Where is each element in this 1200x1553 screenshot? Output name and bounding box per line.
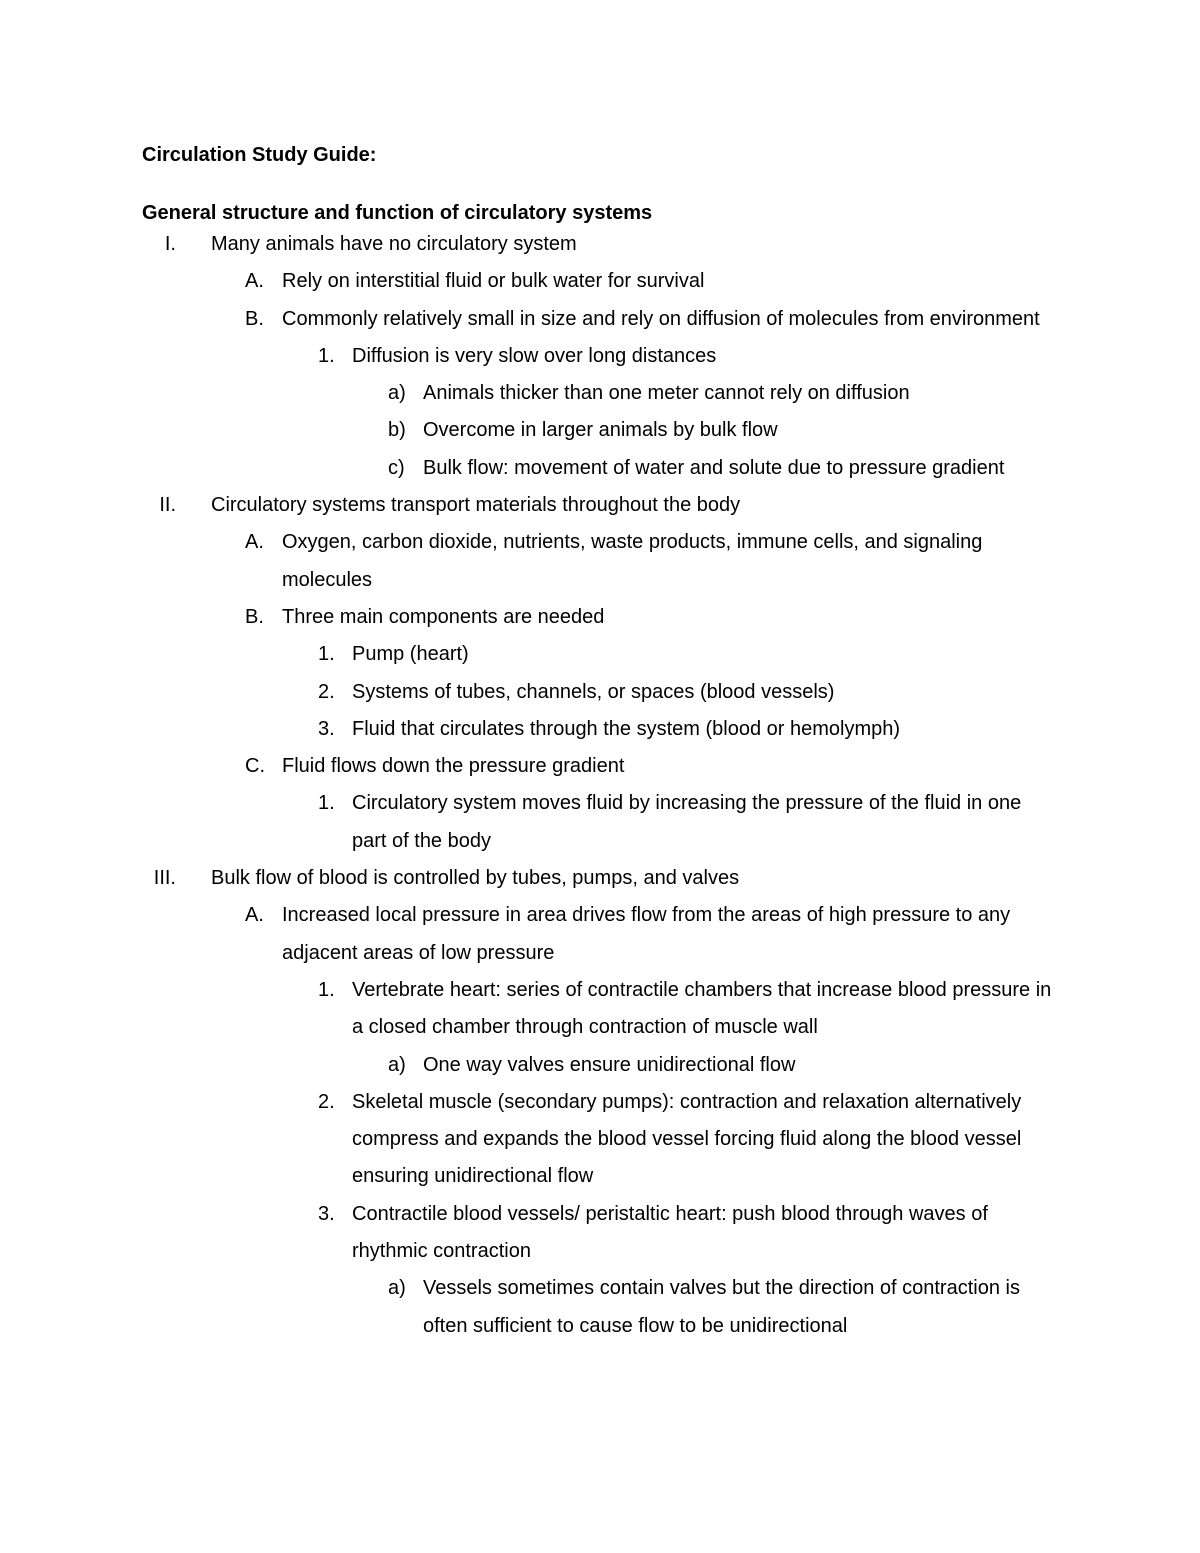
outline-text: Overcome in larger animals by bulk flow <box>423 419 778 442</box>
outline-text: Bulk flow: movement of water and solute due to pressure gradient <box>423 456 1005 479</box>
outline-marker: III. <box>153 867 176 890</box>
outline-item-level-3 <box>0 972 1200 1047</box>
outline-text: One way valves ensure unidirectional flow <box>423 1053 796 1076</box>
outline-marker: 2. <box>318 680 335 703</box>
outline-marker: 1. <box>318 792 335 815</box>
outline-text: Three main components are needed <box>282 605 605 628</box>
outline-marker: a) <box>388 382 406 405</box>
outline-item-level-4 <box>0 412 1200 449</box>
outline-marker: 2. <box>318 1090 335 1113</box>
outline-marker: a) <box>388 1277 406 1300</box>
section-heading: General structure and function of circulatory systems <box>142 202 653 224</box>
outline-text: Skeletal muscle (secondary pumps): contraction and relaxation alternatively compress and expands the blood vessel forcing fluid along the blood vessel ensuring unidirectional flow <box>352 1090 1022 1188</box>
page-title: Circulation Study Guide: <box>142 144 377 166</box>
outline-text: Oxygen, carbon dioxide, nutrients, waste products, immune cells, and signaling molecules <box>282 531 983 591</box>
outline-item-level-1 <box>0 860 1200 897</box>
outline-marker: 3. <box>318 717 335 740</box>
outline-item-level-4 <box>0 1047 1200 1084</box>
outline-text: Diffusion is very slow over long distances <box>352 344 717 367</box>
outline-text: Fluid that circulates through the system (blood or hemolymph) <box>352 717 901 740</box>
outline-marker: 1. <box>318 344 335 367</box>
outline-text: Pump (heart) <box>352 643 469 666</box>
outline-item-level-2 <box>0 599 1200 636</box>
outline-text: Fluid flows down the pressure gradient <box>282 755 625 778</box>
outline-item-level-2 <box>0 897 1200 972</box>
outline-text: Increased local pressure in area drives flow from the areas of high pressure to any adjacent areas of low pressure <box>282 904 1011 964</box>
outline-marker: 3. <box>318 1202 335 1225</box>
outline-item-level-3 <box>0 338 1200 375</box>
outline-item-level-2 <box>0 524 1200 599</box>
outline-list <box>0 226 1200 1345</box>
outline-item-level-3 <box>0 636 1200 673</box>
outline-item-level-4 <box>0 450 1200 487</box>
outline-marker: c) <box>388 456 405 479</box>
outline-marker: A. <box>245 904 264 927</box>
outline-text: Circulatory systems transport materials throughout the body <box>211 494 741 517</box>
outline-text: Rely on interstitial fluid or bulk water for survival <box>282 270 705 293</box>
outline-item-level-3 <box>0 785 1200 860</box>
outline-text: Animals thicker than one meter cannot rely on diffusion <box>423 382 910 405</box>
outline-text: Vertebrate heart: series of contractile chambers that increase blood pressure in a closed chamber through contraction of muscle wall <box>352 978 1052 1039</box>
outline-text: Commonly relatively small in size and rely on diffusion of molecules from environment <box>282 307 1040 330</box>
outline-text: Vessels sometimes contain valves but the direction of contraction is often sufficient to cause flow to be unidirectional <box>423 1277 1020 1337</box>
outline-item-level-3 <box>0 674 1200 711</box>
outline-marker: II. <box>159 494 176 517</box>
outline-text: Circulatory system moves fluid by increasing the pressure of the fluid in one part of the body <box>352 792 1022 852</box>
outline-text: Many animals have no circulatory system <box>211 233 577 255</box>
outline-item-level-3 <box>0 1196 1200 1271</box>
outline-item-level-2 <box>0 748 1200 785</box>
outline-item-level-3 <box>0 711 1200 748</box>
outline-marker: a) <box>388 1053 406 1076</box>
outline-marker: 1. <box>318 978 335 1001</box>
outline-marker: B. <box>245 605 264 628</box>
outline-text: Bulk flow of blood is controlled by tubes, pumps, and valves <box>211 867 740 890</box>
outline-marker: C. <box>245 755 265 778</box>
outline-item-level-2 <box>0 301 1200 338</box>
outline-item-level-4 <box>0 1270 1200 1345</box>
outline-marker: A. <box>245 270 264 293</box>
outline-item-level-2 <box>0 263 1200 300</box>
outline-text: Contractile blood vessels/ peristaltic heart: push blood through waves of rhythmic contraction <box>352 1202 988 1263</box>
outline-marker: I. <box>164 233 176 255</box>
outline-marker: 1. <box>318 643 335 666</box>
outline-text: Systems of tubes, channels, or spaces (blood vessels) <box>352 680 835 703</box>
outline-item-level-4 <box>0 375 1200 412</box>
outline-marker: b) <box>388 419 406 442</box>
outline-item-level-1 <box>0 226 1200 263</box>
outline-marker: B. <box>245 307 264 330</box>
outline-marker: A. <box>245 531 264 554</box>
outline-item-level-1 <box>0 487 1200 524</box>
outline-item-level-3 <box>0 1084 1200 1196</box>
